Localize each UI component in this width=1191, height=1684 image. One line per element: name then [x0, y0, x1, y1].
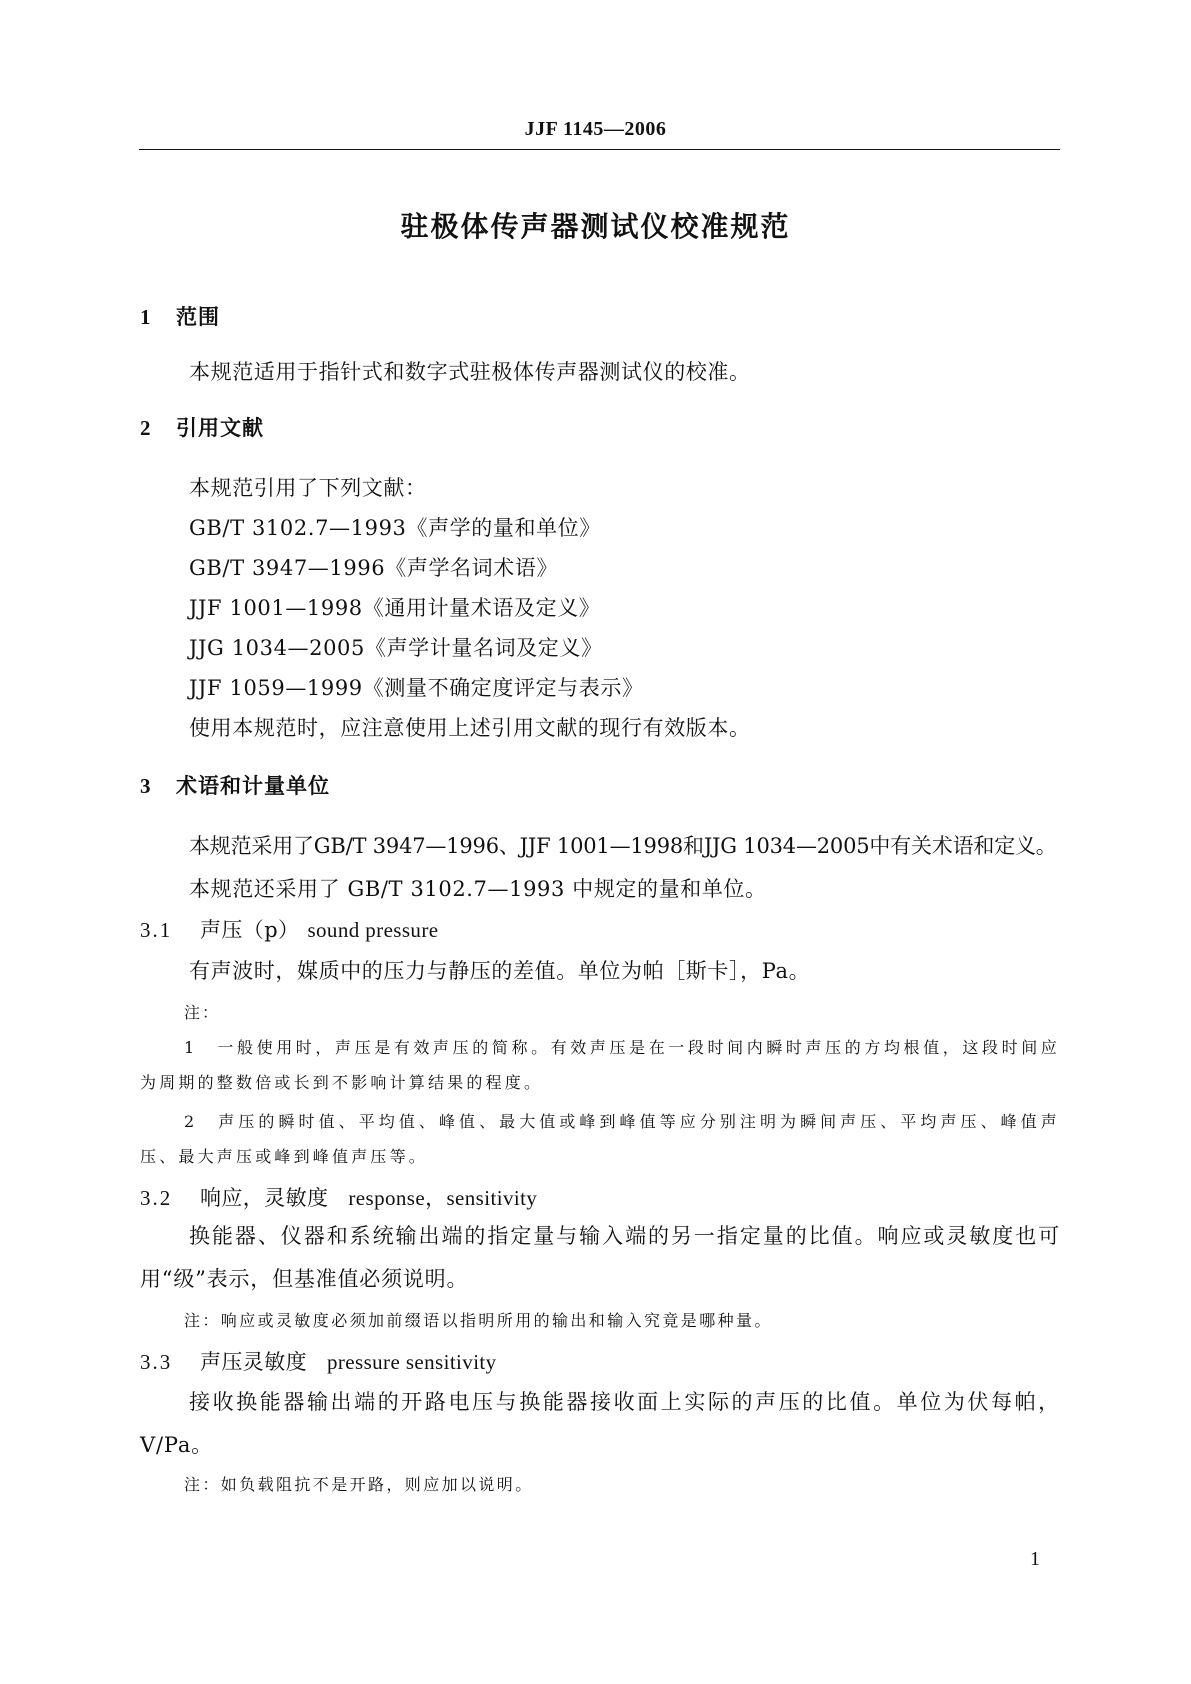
- section-1-number: 1: [140, 305, 152, 329]
- reference-item: JJF 1001—1998《通用计量术语及定义》: [189, 596, 601, 620]
- term-3-1-heading: [140, 914, 438, 944]
- section-3-heading: [140, 770, 330, 800]
- term-3-3-note: 注：如负载阻抗不是开路，则应加以说明。: [184, 1475, 534, 1494]
- term-3-2-definition: 换能器、仪器和系统输出端的指定量与输入端的另一指定量的比值。响应或灵敏度也可用“级”表示，但基准值必须说明。: [140, 1224, 1060, 1291]
- term-3-2-heading: [140, 1182, 537, 1212]
- reference-item: JJG 1034—2005《声学计量名词及定义》: [189, 636, 603, 660]
- section-2-closing: 使用本规范时，应注意使用上述引用文献的现行有效版本。: [189, 716, 751, 740]
- term-3-1-en: sound pressure: [307, 918, 439, 942]
- reference-item: GB/T 3947—1996《声学名词术语》: [189, 556, 559, 580]
- document-title: 驻极体传声器测试仪校准规范: [400, 210, 791, 243]
- term-3-1-note-2: 2 声压的瞬时值、平均值、峰值、最大值或峰到峰值等应分别注明为瞬间声压、平均声压、峰值声压、最大声压或峰到峰值声压等。: [140, 1112, 1060, 1166]
- term-3-3-number: 3.3: [140, 1350, 173, 1374]
- section-3-para-2: 本规范还采用了 GB/T 3102.7—1993 中规定的量和单位。: [189, 877, 767, 901]
- term-3-1-zh: 声压（p）: [200, 918, 300, 942]
- section-1-body: 本规范适用于指针式和数字式驻极体传声器测试仪的校准。: [189, 360, 751, 384]
- header-rule: [139, 149, 1060, 150]
- section-2-intro: 本规范引用了下列文献：: [189, 476, 427, 500]
- running-header-code: JJF 1145—2006: [524, 118, 667, 140]
- term-3-2-number: 3.2: [140, 1186, 173, 1210]
- section-3-para-1: 本规范采用了GB/T 3947—1996、JJF 1001—1998和JJG 1034—2005中有关术语和定义。: [189, 834, 1057, 858]
- section-1-title: 范围: [176, 305, 220, 329]
- term-3-1-definition: 有声波时，媒质中的压力与静压的差值。单位为帕［斯卡］，Pa。: [189, 959, 811, 983]
- term-3-2-note: 注：响应或灵敏度必须加前缀语以指明所用的输出和输入究竟是哪种量。: [184, 1311, 773, 1330]
- term-3-3-en: pressure sensitivity: [327, 1350, 497, 1374]
- reference-item: JJF 1059—1999《测量不确定度评定与表示》: [189, 676, 644, 700]
- section-2-number: 2: [140, 416, 152, 440]
- term-3-3-heading: [140, 1346, 497, 1376]
- term-3-1-note-1: 1 一般使用时，声压是有效声压的简称。有效声压是在一段时间内瞬时声压的方均根值，这段时间应为周期的整数倍或长到不影响计算结果的程度。: [140, 1038, 1060, 1092]
- section-3-number: 3: [140, 774, 152, 798]
- term-3-2-zh: 响应，灵敏度: [200, 1186, 329, 1210]
- section-1-heading: [140, 301, 220, 331]
- term-3-3-zh: 声压灵敏度: [200, 1350, 307, 1374]
- reference-item: GB/T 3102.7—1993《声学的量和单位》: [189, 516, 601, 540]
- section-2-title: 引用文献: [176, 416, 264, 440]
- term-3-3-definition: 接收换能器输出端的开路电压与换能器接收面上实际的声压的比值。单位为伏每帕，V/Pa。: [140, 1390, 1060, 1457]
- term-3-2-en: response，sensitivity: [348, 1186, 538, 1210]
- page-number: 1: [1030, 1548, 1040, 1570]
- term-3-1-number: 3.1: [140, 918, 173, 942]
- section-3-title: 术语和计量单位: [176, 774, 330, 798]
- term-3-1-note-label: 注：: [184, 1003, 221, 1022]
- section-2-heading: [140, 412, 264, 442]
